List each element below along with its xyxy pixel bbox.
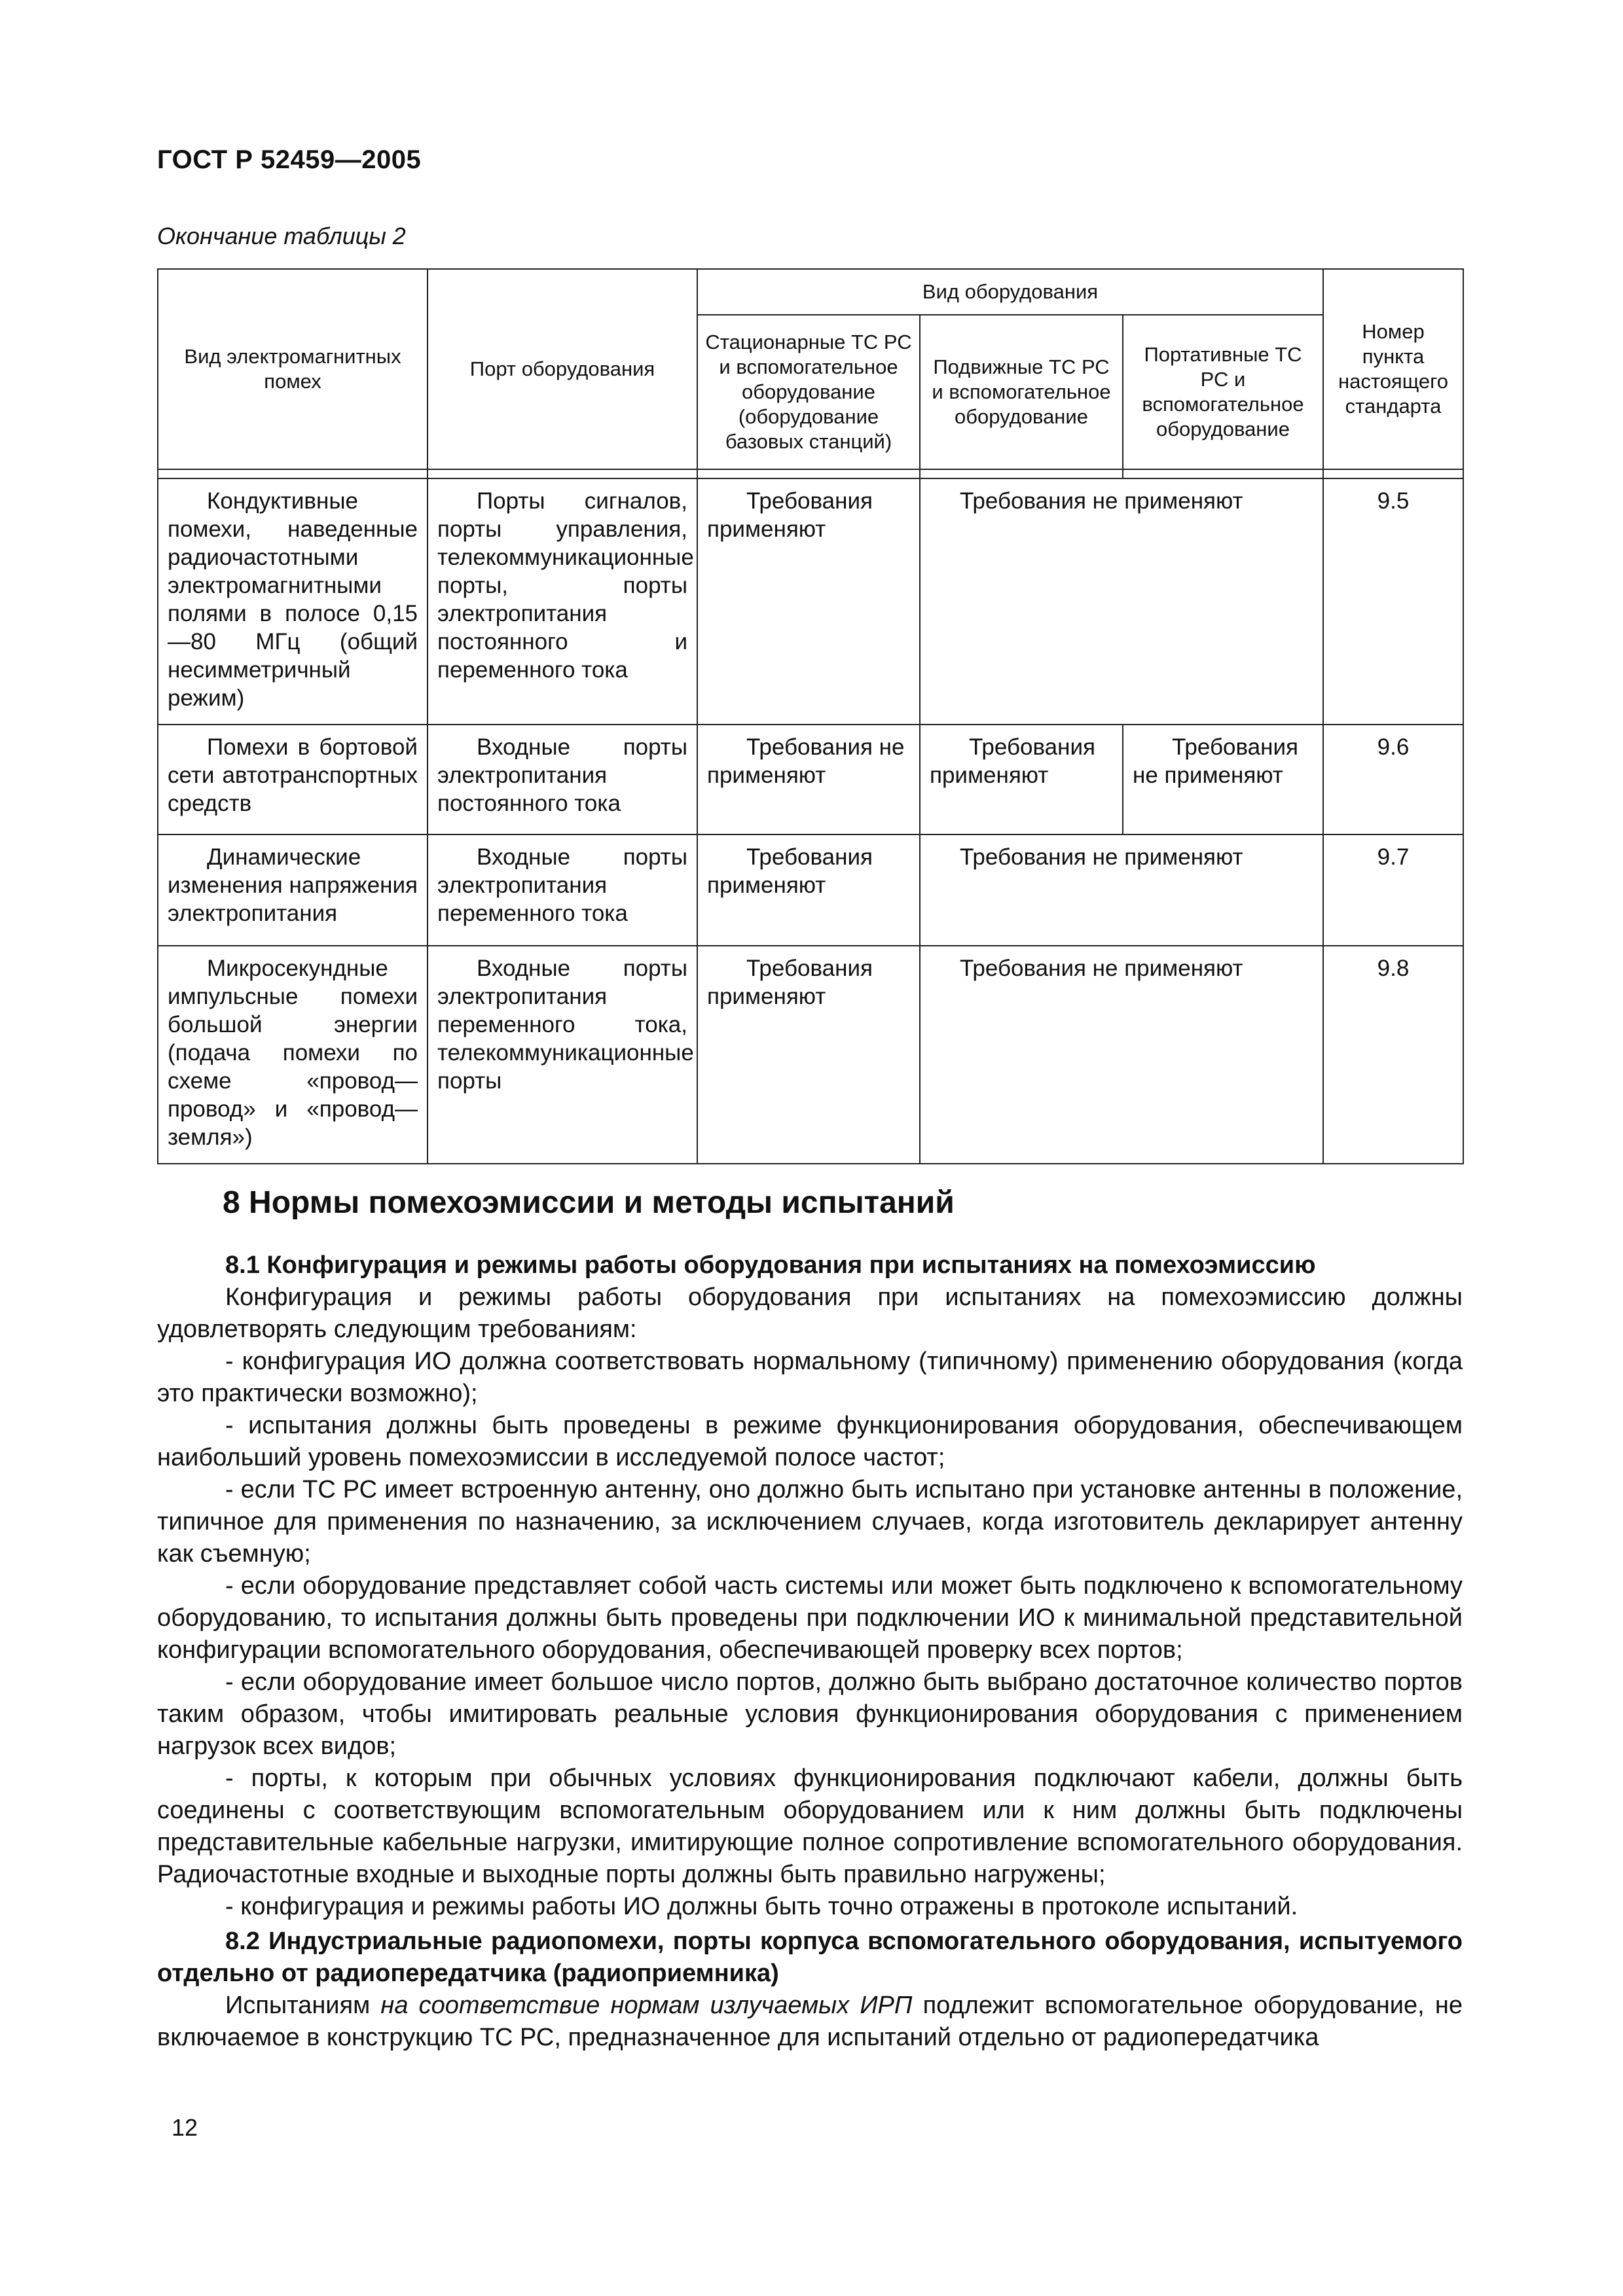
cell-stationary: Требования применяют: [697, 478, 920, 725]
cell-mobile-portable: Требования не применяют: [920, 834, 1323, 946]
list-item: - конфигурация и режимы работы ИО должны быть точно отражены в протоколе испытаний.: [225, 1893, 1298, 1920]
page-number: 12: [172, 2114, 198, 2141]
header-equipment-port: Порт оборудования: [428, 269, 697, 469]
cell-interference-type: Помехи в бортовой сети автотранспортных средств: [158, 725, 428, 834]
cell-mobile-portable: Требования не применяют: [920, 478, 1323, 725]
cell-mobile-portable: Требования не применяют: [920, 946, 1323, 1164]
table-2-end: [157, 268, 1463, 1164]
cell-port: Входные порты электропитания переменного тока: [428, 834, 697, 946]
list-item: - если оборудование имеет большое число портов, должно быть выбрано достаточное количество портов таким образом, чтобы имитировать реальные условия функционирования оборудования с применением нагрузок всех видов;: [157, 1668, 1463, 1760]
section-8-body: [157, 1247, 1463, 2054]
list-item: - если ТС РС имеет встроенную антенну, оно должно быть испытано при установке антенны в положение, типичное для применения по назначению, за исключением случаев, когда изготовитель декларирует антенну как съемную;: [157, 1476, 1463, 1568]
cell-stationary: Требования применяют: [697, 946, 920, 1164]
table-row: [158, 725, 1463, 834]
list-item: - порты, к которым при обычных условиях функционирования подключают кабели, должны быть соединены с соответствующим вспомогательным оборудованием или к ним должны быть подключены представительные кабельные нагрузки, имитирующие полное сопротивление вспомогательного оборудования. Радиочастотные входные и выходные порты должны быть правильно нагружены;: [157, 1765, 1463, 1888]
cell-interference-type: Кондуктивные помехи, наведенные радиочастотными электромагнитными полями в полосе 0,15—80 МГц (общий несимметричный режим): [158, 478, 428, 725]
paragraph-8-2: Испытаниям на соответствие нормам излучаемых ИРП подлежит вспомогательное оборудование, не включаемое в конструкцию ТС РС, предназначенное для испытаний отдельно от радиопередатчика: [157, 1992, 1463, 2051]
cell-clause: 9.7: [1323, 834, 1463, 946]
double-rule-row: [158, 469, 1463, 478]
cell-port: Входные порты электропитания постоянного тока: [428, 725, 697, 834]
header-equipment-type: Вид оборудования: [697, 269, 1323, 315]
cell-portable: Требования не применяют: [1123, 725, 1323, 834]
paragraph-intro: Конфигурация и режимы работы оборудования при испытаниях на помехоэмиссию должны удовлетворять следующим требованиям:: [157, 1283, 1463, 1343]
header-interference-type: Вид электромагнитных помех: [158, 269, 428, 469]
table-caption: Окончание таблицы 2: [157, 223, 406, 249]
cell-interference-type: Микросекундные импульсные помехи большой энергии (подача помехи по схеме «провод—провод» и «провод—земля»): [158, 946, 428, 1164]
subsection-8-1-title: 8.1 Конфигурация и режимы работы оборудования при испытаниях на помехоэмиссию: [225, 1251, 1316, 1279]
table-row: [158, 834, 1463, 946]
cell-clause: 9.8: [1323, 946, 1463, 1164]
table-row: [158, 478, 1463, 725]
document-header: ГОСТ Р 52459—2005: [157, 145, 422, 174]
header-clause-number: Номер пункта настоящего стандарта: [1323, 269, 1463, 469]
cell-clause: 9.6: [1323, 725, 1463, 834]
cell-stationary: Требования применяют: [697, 834, 920, 946]
requirements-table: [157, 268, 1464, 1164]
cell-port: Входные порты электропитания переменного тока, телекоммуникационные порты: [428, 946, 697, 1164]
cell-clause: 9.5: [1323, 478, 1463, 725]
list-item: - если оборудование представляет собой часть системы или может быть подключено к вспомогательному оборудованию, то испытания должны быть проведены при подключении ИО к минимальной представительной конфигурации вспомогательного оборудования, обеспечивающей проверку всех портов;: [157, 1572, 1463, 1664]
subsection-8-2-title: 8.2 Индустриальные радиопомехи, порты корпуса вспомогательного оборудования, испытуемого отдельно от радиопередатчика (радиоприемника): [157, 1928, 1463, 1987]
cell-stationary: Требования не применяют: [697, 725, 920, 834]
cell-mobile: Требования применяют: [920, 725, 1123, 834]
table-row: [158, 946, 1463, 1164]
header-mobile: Подвижные ТС РС и вспомогательное оборудование: [920, 315, 1123, 469]
cell-port: Порты сигналов, порты управления, телекоммуникационные порты, порты электропитания постоянного и переменного тока: [428, 478, 697, 725]
header-stationary: Стационарные ТС РС и вспомогательное оборудование (оборудование базовых станций): [697, 315, 920, 469]
section-8-title: 8 Нормы помехоэмиссии и методы испытаний: [223, 1185, 955, 1220]
header-portable: Портативные ТС РС и вспомогательное оборудование: [1123, 315, 1323, 469]
list-item: - испытания должны быть проведены в режиме функционирования оборудования, обеспечивающем наибольший уровень помехоэмиссии в исследуемой полосе частот;: [157, 1412, 1463, 1471]
list-item: - конфигурация ИО должна соответствовать нормальному (типичному) применению оборудования (когда это практически возможно);: [157, 1348, 1463, 1407]
cell-interference-type: Динамические изменения напряжения электропитания: [158, 834, 428, 946]
